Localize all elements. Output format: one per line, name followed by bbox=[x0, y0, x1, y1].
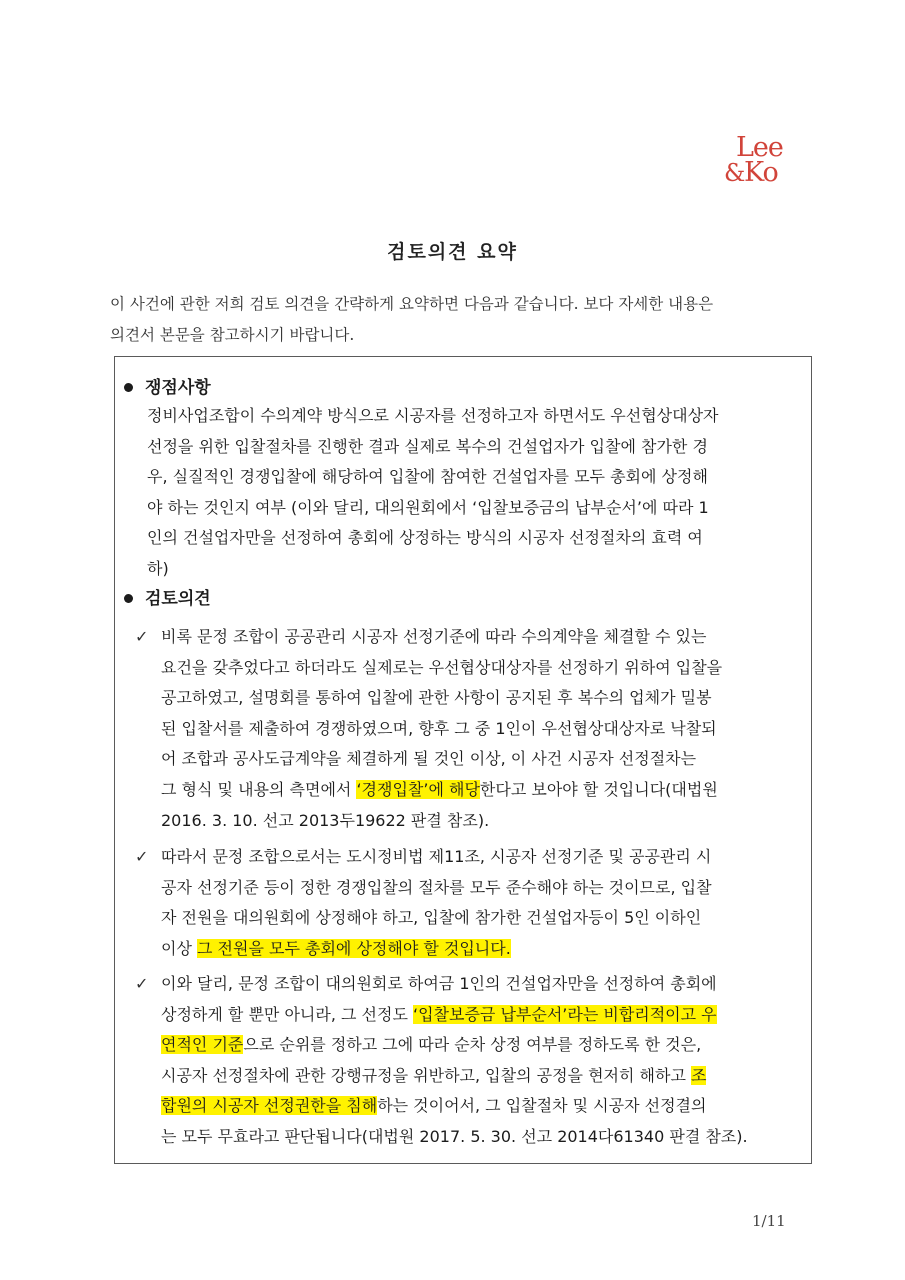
text-line: 어 조합과 공사도급계약을 체결하게 될 것인 이상, 이 사건 시공자 선정절차는 bbox=[161, 749, 697, 769]
text-line: 야 하는 것인지 여부 (이와 달리, 대의원회에서 ‘입찰보증금의 납부순서’에 따라 1 bbox=[147, 497, 709, 517]
issues-paragraph bbox=[147, 401, 718, 585]
text-line: 이와 달리, 문정 조합이 대의원회로 하여금 1인의 건설업자만을 선정하여 총회에 bbox=[161, 974, 717, 993]
text-segment: 상정하게 할 뿐만 아니라, 그 선정도 bbox=[161, 1004, 413, 1024]
lee-ko-logo bbox=[722, 134, 806, 192]
text-segment: 하는 것이어서, 그 입찰절차 및 시공자 선정결의 bbox=[377, 1096, 707, 1116]
text-line: 비록 문정 조합이 공공관리 시공자 선정기준에 따라 수의계약을 체결할 수 있는 bbox=[161, 627, 707, 646]
text-line bbox=[161, 1061, 748, 1092]
text-line: 하) bbox=[147, 558, 169, 578]
issues-heading: 쟁점사항 bbox=[145, 378, 211, 398]
text-segment: 시공자 선정절차에 관한 강행규정을 위반하고, 입찰의 공정을 현저히 해하고 bbox=[161, 1065, 691, 1085]
bullet-icon bbox=[124, 594, 133, 603]
intro-line: 이 사건에 관한 저희 검토 의견을 간략하게 요약하면 다음과 같습니다. 보다 자세한 내용은 bbox=[110, 295, 714, 313]
intro-paragraph bbox=[110, 289, 810, 351]
highlight-member-rights: 합원의 시공자 선정권한을 침해 bbox=[161, 1096, 378, 1116]
highlight-arbitrary-criteria: 연적인 기준 bbox=[161, 1035, 244, 1055]
logo-text-ko: Ko bbox=[744, 157, 778, 188]
text-line: 우, 실질적인 경쟁입찰에 해당하여 입찰에 참여한 건설업자를 모두 총회에 상정해 bbox=[147, 467, 708, 487]
summary-box bbox=[114, 356, 812, 1164]
text-line bbox=[161, 775, 722, 806]
text-segment: 으로 순위를 정하고 그에 따라 순차 상정 여부를 정하도록 한 것은, bbox=[243, 1035, 702, 1055]
opinion-item-1 bbox=[161, 622, 722, 836]
page-number: 1/11 bbox=[752, 1212, 786, 1230]
checkmark-icon: ✓ bbox=[135, 627, 149, 646]
text-line: 공고하였고, 설명회를 통하여 입찰에 관한 사항이 공지된 후 복수의 업체가 밀봉 bbox=[161, 688, 712, 708]
checkmark-icon: ✓ bbox=[135, 974, 149, 993]
highlight-deposit-order: ‘입찰보증금 납부순서’라는 비합리적이고 우 bbox=[413, 1004, 717, 1024]
text-line bbox=[161, 1000, 748, 1031]
text-line: 된 입찰서를 제출하여 경쟁하였으며, 향후 그 중 1인이 우선협상대상자로 낙찰되 bbox=[161, 718, 717, 738]
text-line: 2016. 3. 10. 선고 2013두19622 판결 참조). bbox=[161, 810, 490, 830]
intro-line: 의견서 본문을 참고하시기 바랍니다. bbox=[110, 326, 355, 344]
text-line: 공자 선정기준 등이 정한 경쟁입찰의 절차를 모두 준수해야 하는 것이므로, 입찰 bbox=[161, 877, 712, 897]
logo-text-lee: Lee bbox=[736, 132, 783, 163]
checkmark-icon: ✓ bbox=[135, 847, 149, 866]
opinion-item-2 bbox=[161, 842, 712, 964]
text-segment: 그 형식 및 내용의 측면에서 bbox=[161, 779, 357, 799]
text-segment: 이상 bbox=[161, 938, 197, 958]
text-line: 요건을 갖추었다고 하더라도 실제로는 우선협상대상자를 선정하기 위하여 입찰을 bbox=[161, 657, 723, 677]
highlight-competitive-bid: ‘경쟁입찰’에 해당 bbox=[356, 779, 480, 799]
text-line bbox=[161, 934, 712, 965]
highlight-member-rights: 조 bbox=[691, 1065, 707, 1085]
text-line: 자 전원을 대의원회에 상정해야 하고, 입찰에 참가한 건설업자등이 5인 이하인 bbox=[161, 908, 702, 928]
document-title: 검토의견 요약 bbox=[387, 241, 518, 263]
opinion-heading: 검토의견 bbox=[145, 589, 211, 609]
bullet-icon bbox=[124, 383, 133, 392]
opinion-item-3 bbox=[161, 969, 748, 1153]
text-line bbox=[161, 1091, 748, 1122]
text-line: 는 모두 무효라고 판단됩니다(대법원 2017. 5. 30. 선고 2014다61340 판결 참조). bbox=[161, 1126, 748, 1146]
highlight-submit-all: 그 전원을 모두 총회에 상정해야 할 것입니다. bbox=[197, 938, 511, 958]
text-line: 따라서 문정 조합으로서는 도시정비법 제11조, 시공자 선정기준 및 공공관리 시 bbox=[161, 847, 712, 866]
text-line bbox=[161, 1030, 748, 1061]
logo-ampersand: & bbox=[724, 159, 746, 187]
text-line: 정비사업조합이 수의계약 방식으로 시공자를 선정하고자 하면서도 우선협상대상자 bbox=[147, 406, 719, 425]
text-line: 인의 건설업자만을 선정하여 총회에 상정하는 방식의 시공자 선정절차의 효력 여 bbox=[147, 528, 703, 548]
text-segment: 한다고 보아야 할 것입니다(대법원 bbox=[479, 779, 718, 799]
text-line: 선정을 위한 입찰절차를 진행한 결과 실제로 복수의 건설업자가 입찰에 참가한 경 bbox=[147, 436, 708, 456]
